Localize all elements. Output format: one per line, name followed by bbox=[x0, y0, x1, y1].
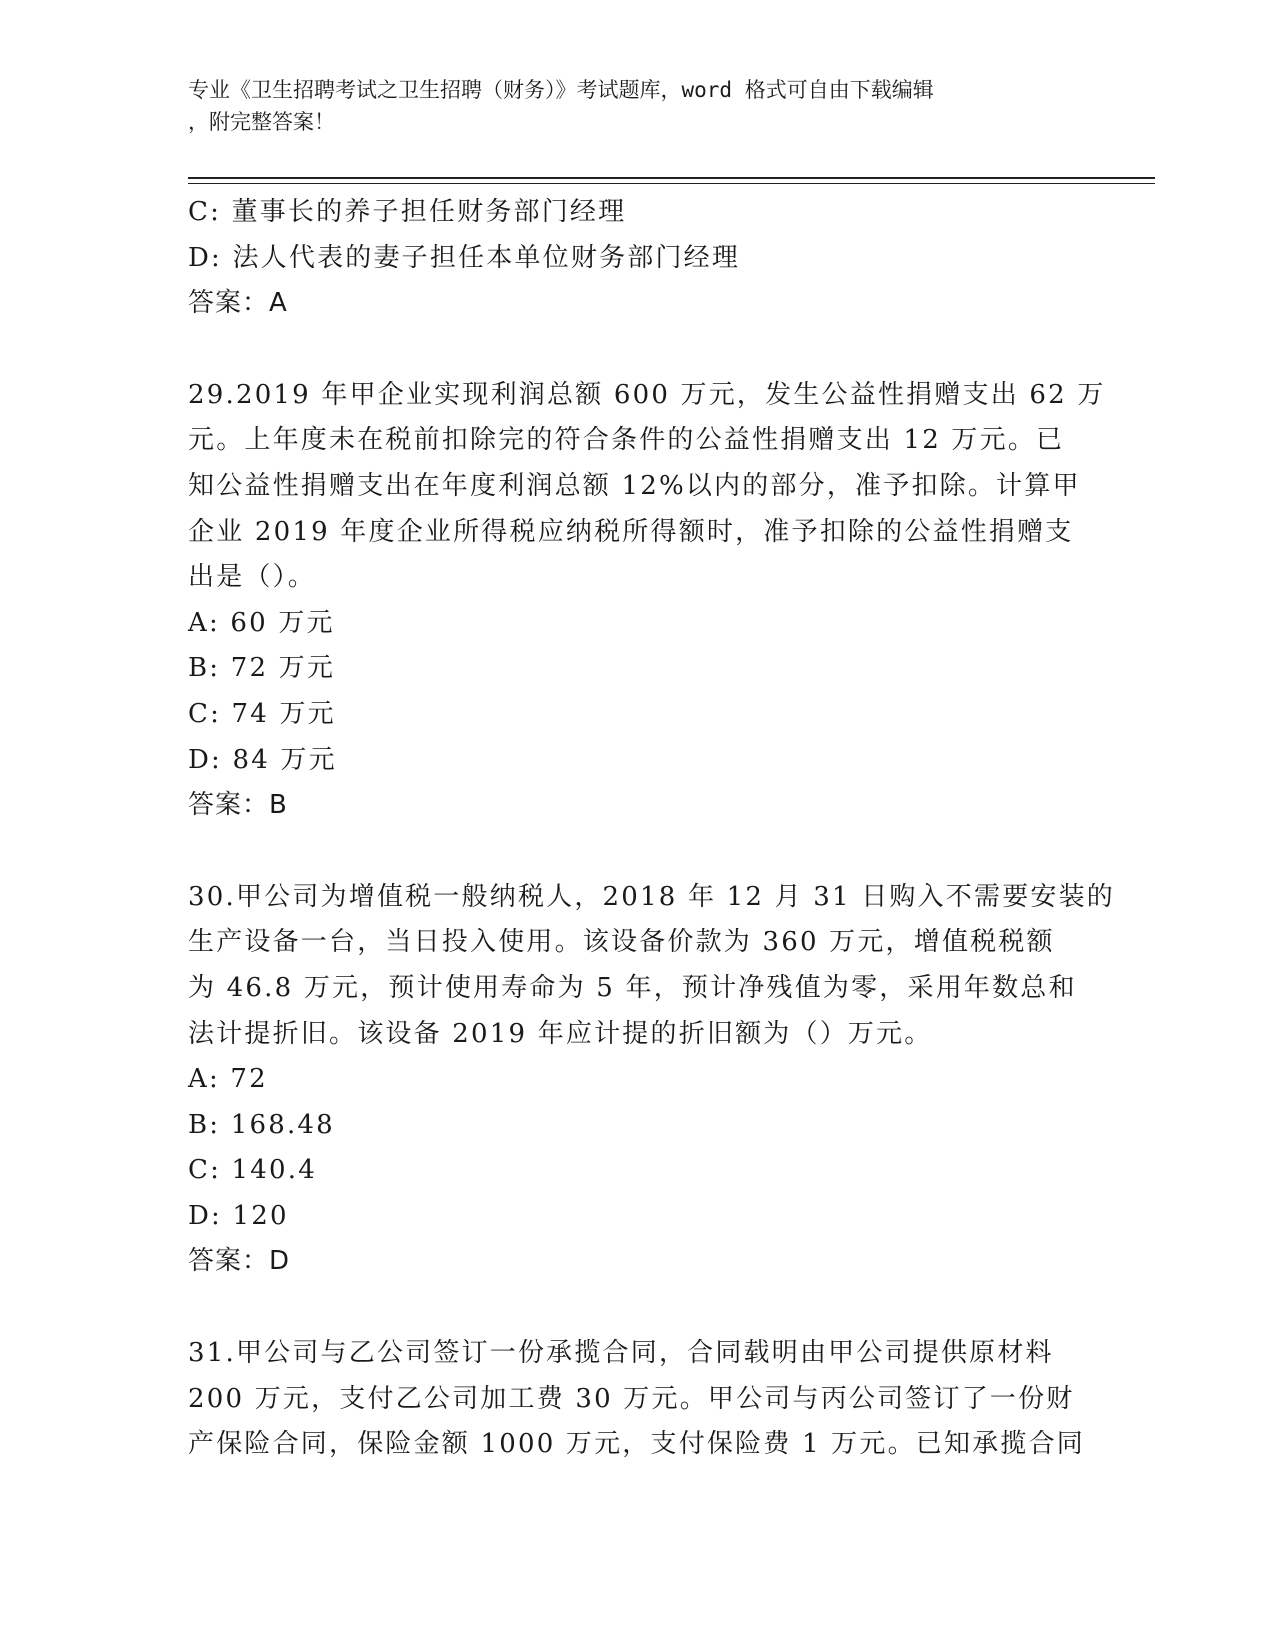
q30-stem-line: 法计提折旧。该设备 2019 年应计提的折旧额为（）万元。 bbox=[188, 1018, 933, 1049]
q29-answer: 答案：B bbox=[188, 790, 288, 821]
page-header bbox=[188, 74, 1068, 138]
q28-option-c: C: 董事长的养子担任财务部门经理 bbox=[188, 197, 627, 227]
spacer bbox=[188, 829, 1088, 875]
q31-stem-line: 31.甲公司与乙公司签订一份承揽合同，合同载明由甲公司提供原材料 bbox=[188, 1338, 1054, 1369]
spacer bbox=[188, 1285, 1088, 1331]
q29-option-b: B: 72 万元 bbox=[188, 653, 336, 684]
question-31 bbox=[188, 1331, 1088, 1468]
q29-option-a: A: 60 万元 bbox=[188, 607, 335, 638]
question-29 bbox=[188, 373, 1106, 829]
question-28 bbox=[188, 190, 1088, 327]
q31-stem-line: 产保险合同，保险金额 1000 万元，支付保险费 1 万元。已知承揽合同 bbox=[188, 1429, 1085, 1460]
q28-answer: 答案：A bbox=[188, 288, 288, 319]
q29-stem-line: 企业 2019 年度企业所得税应纳税所得额时，准予扣除的公益性捐赠支 bbox=[188, 516, 1074, 547]
q30-option-d: D: 120 bbox=[188, 1200, 289, 1231]
q29-stem-line: 元。上年度未在税前扣除完的符合条件的公益性捐赠支出 12 万元。已 bbox=[188, 425, 1065, 456]
q30-stem-line: 30.甲公司为增值税一般纳税人，2018 年 12 月 31 日购入不需要安装的 bbox=[188, 881, 1116, 912]
header-line-2: ，附完整答案！ bbox=[188, 110, 335, 134]
document-body bbox=[188, 190, 1116, 1468]
q28-option-d: D: 法人代表的妻子担任本单位财务部门经理 bbox=[188, 242, 741, 273]
q30-answer: 答案：D bbox=[188, 1246, 291, 1277]
q30-stem-line: 为 46.8 万元，预计使用寿命为 5 年，预计净残值为零，采用年数总和 bbox=[188, 972, 1077, 1003]
q30-option-a: A: 72 bbox=[188, 1064, 268, 1095]
q30-stem-line: 生产设备一台，当日投入使用。该设备价款为 360 万元，增值税税额 bbox=[188, 927, 1055, 958]
q29-option-c: C: 74 万元 bbox=[188, 698, 336, 729]
q30-option-c: C: 140.4 bbox=[188, 1155, 317, 1186]
q31-stem-line: 200 万元，支付乙公司加工费 30 万元。甲公司与丙公司签订了一份财 bbox=[188, 1383, 1075, 1414]
q29-stem-line: 出是（）。 bbox=[188, 562, 317, 593]
spacer bbox=[188, 327, 1088, 373]
header-divider-thick bbox=[188, 177, 1155, 179]
question-30 bbox=[188, 875, 1116, 1285]
q29-option-d: D: 84 万元 bbox=[188, 744, 337, 775]
header-divider-thin bbox=[188, 183, 1155, 184]
q29-stem-line: 知公益性捐赠支出在年度利润总额 12%以内的部分，准予扣除。计算甲 bbox=[188, 470, 1081, 501]
q30-option-b: B: 168.48 bbox=[188, 1109, 335, 1140]
q29-stem-line: 29.2019 年甲企业实现利润总额 600 万元，发生公益性捐赠支出 62 万 bbox=[188, 379, 1106, 410]
header-line-1: 专业《卫生招聘考试之卫生招聘（财务）》考试题库，word 格式可自由下载编辑 bbox=[188, 78, 934, 102]
